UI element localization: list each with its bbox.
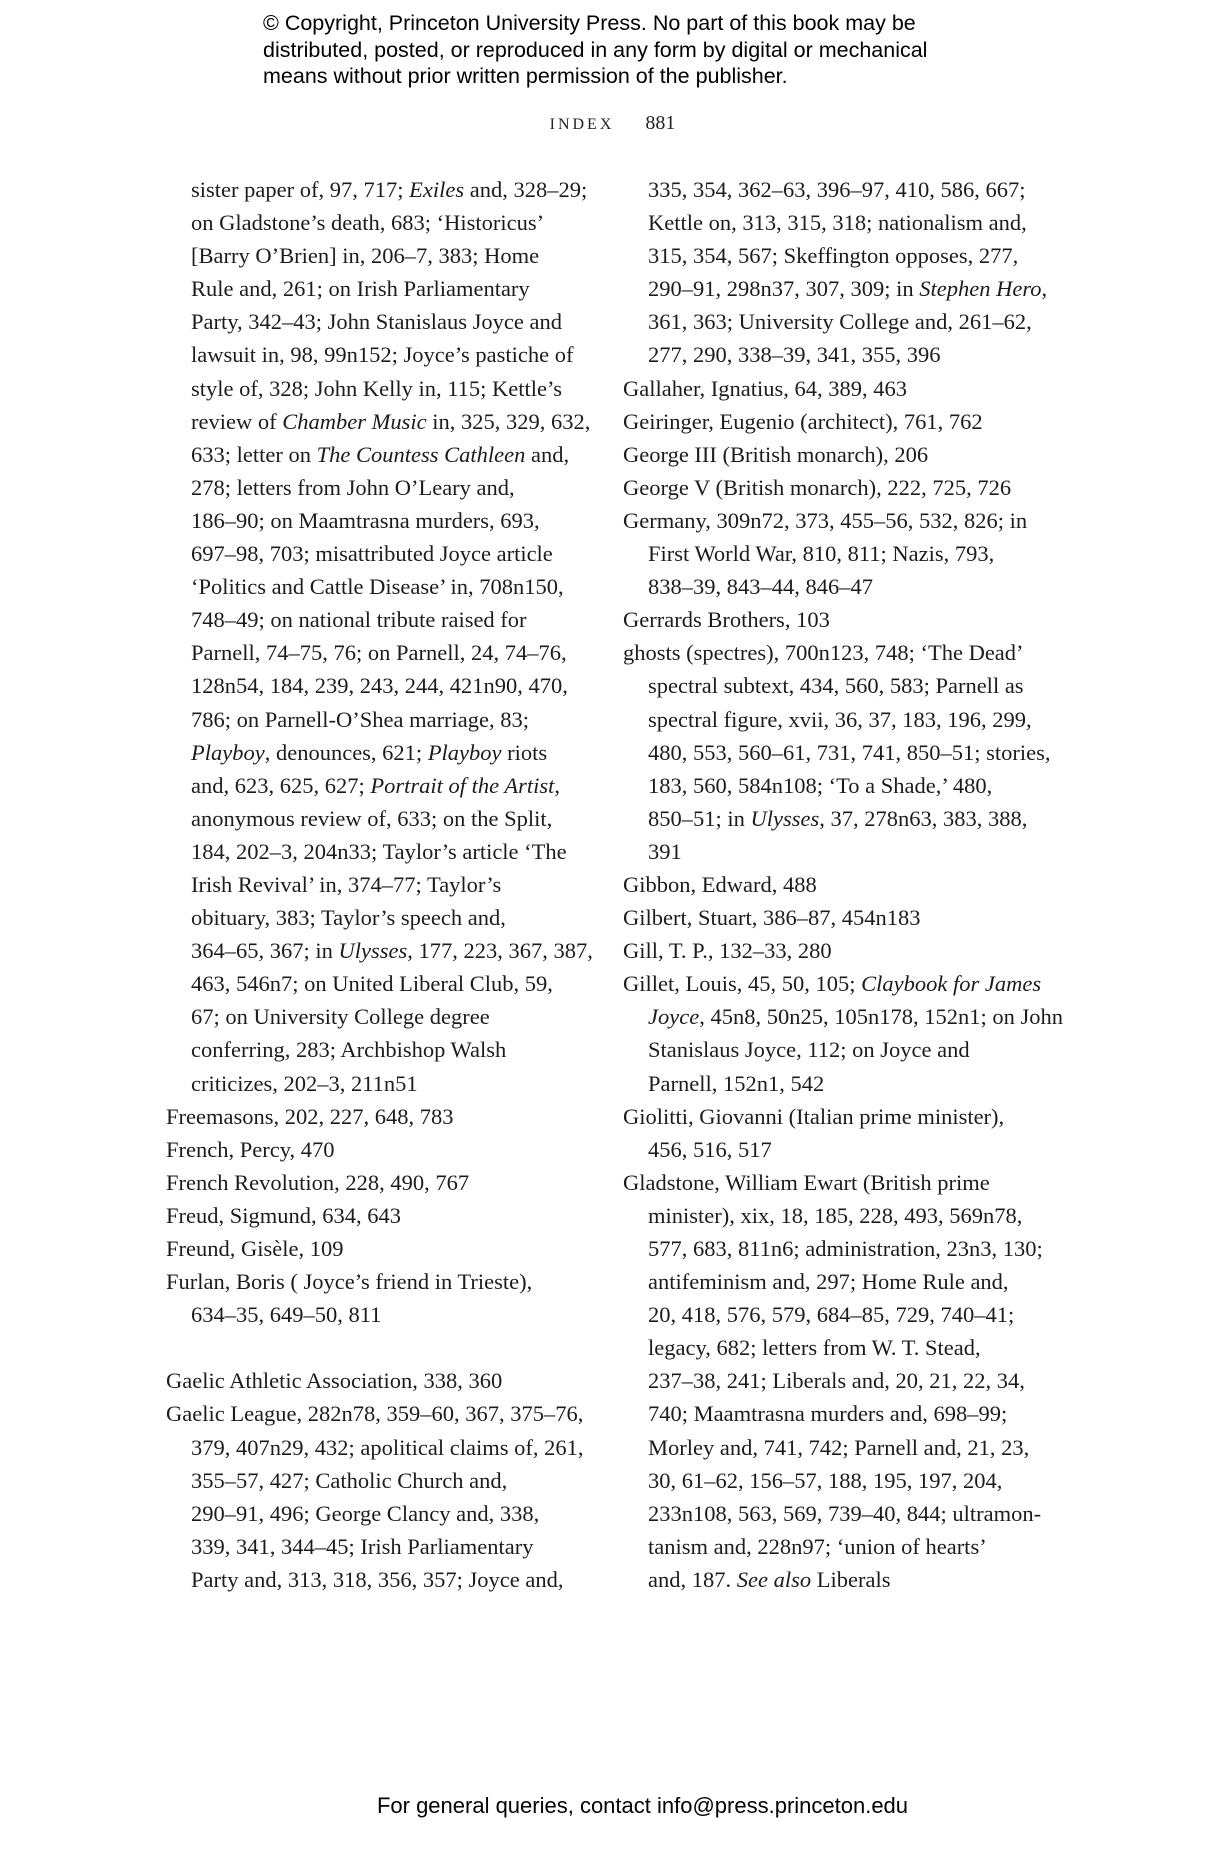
- index-italic-text: Ulysses: [750, 805, 820, 831]
- index-text: style of, 328; John Kelly in, 115; Kettle’s: [191, 375, 563, 401]
- index-line: [166, 272, 596, 305]
- index-line: [623, 570, 1053, 603]
- index-text: 355–57, 427; Catholic Church and,: [191, 1467, 508, 1493]
- index-line: [623, 736, 1053, 769]
- index-italic-text: Portrait of the Artist: [370, 772, 555, 798]
- index-text: ‘Politics and Cattle Disease’ in, 708n150,: [191, 574, 564, 600]
- index-text: 391: [648, 838, 682, 864]
- index-text: riots: [501, 739, 548, 765]
- index-text: 339, 341, 344–45; Irish Parliamentary: [191, 1533, 534, 1559]
- index-line: [623, 1431, 1053, 1464]
- index-text: 786; on Parnell-O’Shea marriage, 83;: [191, 706, 530, 732]
- index-line: [166, 769, 596, 802]
- index-line: [166, 537, 596, 570]
- index-text: Geiringer, Eugenio (architect), 761, 762: [623, 408, 983, 434]
- index-line: [166, 305, 596, 338]
- index-line: [623, 769, 1053, 802]
- index-line: [166, 1067, 596, 1100]
- index-line: [166, 338, 596, 371]
- index-line: [166, 372, 596, 405]
- index-text: 290–91, 298n37, 307, 309; in: [648, 276, 920, 302]
- index-text: ,: [1041, 276, 1048, 302]
- index-line: [166, 1431, 596, 1464]
- index-text: and,: [525, 441, 570, 467]
- index-line: [623, 1133, 1053, 1166]
- index-line: [166, 1298, 596, 1331]
- index-text: conferring, 283; Archbishop Walsh: [191, 1037, 507, 1063]
- index-line: [623, 1298, 1053, 1331]
- index-line: [166, 1464, 596, 1497]
- index-text: Parnell, 152n1, 542: [648, 1070, 825, 1096]
- page-number: 881: [645, 112, 676, 134]
- index-line: [623, 1464, 1053, 1497]
- index-italic-text: Claybook for James: [861, 971, 1042, 997]
- index-italic-text: The Countess Cathleen: [316, 441, 526, 467]
- index-text: legacy, 682; letters from W. T. Stead,: [648, 1335, 981, 1361]
- index-line: [623, 305, 1053, 338]
- running-head: [0, 112, 1225, 135]
- index-text: antifeminism and, 297; Home Rule and,: [648, 1269, 1009, 1295]
- index-line: [166, 1100, 596, 1133]
- index-line: [166, 802, 596, 835]
- index-text: Gilbert, Stuart, 386–87, 454n183: [623, 905, 921, 931]
- index-line: [623, 802, 1053, 835]
- index-text: anonymous review of, 633; on the Split,: [191, 805, 553, 831]
- index-text: 697–98, 703; misattributed Joyce article: [191, 541, 553, 567]
- index-line: [166, 669, 596, 702]
- index-column-left: [166, 173, 596, 1596]
- index-line: [623, 338, 1053, 371]
- index-text: minister), xix, 18, 185, 228, 493, 569n78,: [648, 1202, 1023, 1228]
- index-italic-text: Playboy: [427, 739, 502, 765]
- index-text: Gladstone, William Ewart (British prime: [623, 1169, 990, 1195]
- index-line: [166, 471, 596, 504]
- index-text: criticizes, 202–3, 211n51: [191, 1070, 418, 1096]
- index-line: [623, 1265, 1053, 1298]
- index-line: [166, 868, 596, 901]
- index-line: [166, 438, 596, 471]
- index-line: [623, 1067, 1053, 1100]
- index-text: ghosts (spectres), 700n123, 748; ‘The Dead’: [623, 640, 1024, 666]
- index-text: Morley and, 741, 742; Parnell and, 21, 23,: [648, 1434, 1030, 1460]
- index-text: 335, 354, 362–63, 396–97, 410, 586, 667;: [648, 177, 1026, 202]
- index-text: tanism and, 228n97; ‘union of hearts’: [648, 1533, 987, 1559]
- copyright-line: distributed, posted, or reproduced in any form by digital or mechanical: [263, 37, 928, 62]
- index-line: [166, 206, 596, 239]
- index-text: Gibbon, Edward, 488: [623, 871, 817, 897]
- index-text: lawsuit in, 98, 99n152; Joyce’s pastiche of: [191, 342, 574, 368]
- index-line: [623, 1397, 1053, 1430]
- index-text: George III (British monarch), 206: [623, 441, 929, 467]
- index-text: ,: [554, 772, 560, 798]
- index-line: [166, 1265, 596, 1298]
- index-text: Party and, 313, 318, 356, 357; Joyce and,: [191, 1566, 564, 1592]
- copyright-line: means without prior written permission of the publisher.: [263, 64, 788, 88]
- index-text: obituary, 383; Taylor’s speech and,: [191, 905, 506, 931]
- index-text: and, 328–29;: [464, 177, 588, 202]
- index-line: [166, 1133, 596, 1166]
- index-text: First World War, 810, 811; Nazis, 793,: [648, 541, 995, 567]
- index-line: [166, 1000, 596, 1033]
- footer-contact: For general queries, contact info@press.princeton.edu: [376, 1793, 909, 1818]
- index-line: [166, 1497, 596, 1530]
- index-text: [Barry O’Brien] in, 206–7, 383; Home: [191, 243, 540, 269]
- index-line: [166, 967, 596, 1000]
- index-line: [623, 1497, 1053, 1530]
- index-text: French, Percy, 470: [166, 1136, 335, 1162]
- index-text: Gerrards Brothers, 103: [623, 607, 830, 633]
- index-text: Party, 342–43; John Stanislaus Joyce and: [191, 309, 563, 335]
- index-text: Germany, 309n72, 373, 455–56, 532, 826; in: [623, 507, 1028, 533]
- index-text: Furlan, Boris ( Joyce’s friend in Trieste),: [166, 1269, 533, 1295]
- index-text: Gill, T. P., 132–33, 280: [623, 938, 832, 964]
- index-text: 361, 363; University College and, 261–62,: [648, 309, 1032, 335]
- index-text: Gaelic League, 282n78, 359–60, 367, 375–76,: [166, 1401, 584, 1427]
- index-line: [623, 868, 1053, 901]
- index-text: 379, 407n29, 432; apolitical claims of, 261,: [191, 1434, 584, 1460]
- copyright-notice: [263, 10, 1023, 90]
- index-text: 184, 202–3, 204n33; Taylor’s article ‘The: [191, 838, 567, 864]
- index-line: [623, 206, 1053, 239]
- index-line: [623, 835, 1053, 868]
- index-line: [623, 1530, 1053, 1563]
- index-line: [166, 1232, 596, 1265]
- running-head-title: INDEX: [549, 116, 615, 133]
- index-text: , 177, 223, 367, 387,: [407, 938, 593, 964]
- index-text: 577, 683, 811n6; administration, 23n3, 130;: [648, 1236, 1043, 1261]
- index-text: spectral figure, xvii, 36, 37, 183, 196, 299,: [648, 706, 1032, 732]
- copyright-line: © Copyright, Princeton University Press. No part of this book may be: [263, 11, 916, 35]
- index-text: 233n108, 563, 569, 739–40, 844; ultramon-: [648, 1500, 1042, 1526]
- index-text: 838–39, 843–44, 846–47: [648, 574, 873, 600]
- index-text: Irish Revival’ in, 374–77; Taylor’s: [191, 871, 502, 897]
- index-text: Kettle on, 313, 315, 318; nationalism and,: [648, 210, 1027, 236]
- index-text: 277, 290, 338–39, 341, 355, 396: [648, 342, 941, 368]
- index-italic-text: Exiles: [409, 177, 465, 202]
- index-text: 633; letter on: [191, 441, 317, 467]
- index-text: 290–91, 496; George Clancy and, 338,: [191, 1500, 540, 1526]
- index-text: 850–51; in: [648, 805, 751, 831]
- index-text: 480, 553, 560–61, 731, 741, 850–51; stories,: [648, 739, 1051, 765]
- index-line: [623, 1364, 1053, 1397]
- index-line: [623, 1000, 1063, 1033]
- index-text: Freud, Sigmund, 634, 643: [166, 1202, 402, 1228]
- index-line: [623, 1033, 1053, 1066]
- index-line: [166, 1033, 596, 1066]
- index-line: [166, 173, 596, 206]
- index-line: [623, 239, 1053, 272]
- index-text: George V (British monarch), 222, 725, 726: [623, 474, 1012, 500]
- index-text: spectral subtext, 434, 560, 583; Parnell as: [648, 673, 1024, 699]
- index-text: 364–65, 367; in: [191, 938, 339, 964]
- index-spacer: [166, 1331, 596, 1364]
- index-line: [166, 405, 596, 438]
- index-italic-text: Joyce: [648, 1004, 700, 1030]
- index-line: [166, 901, 596, 934]
- index-text: , 45n8, 50n25, 105n178, 152n1; on John: [699, 1004, 1063, 1030]
- index-italic-text: See also: [736, 1566, 812, 1592]
- index-text: Stanislaus Joyce, 112; on Joyce and: [648, 1037, 970, 1063]
- index-line: [166, 1364, 596, 1397]
- index-italic-text: Playboy: [191, 739, 265, 765]
- index-line: [166, 934, 596, 967]
- index-line: [166, 1563, 596, 1596]
- index-text: 128n54, 184, 239, 243, 244, 421n90, 470,: [191, 673, 568, 699]
- index-text: Gallaher, Ignatius, 64, 389, 463: [623, 375, 908, 401]
- index-line: [166, 835, 596, 868]
- index-column-right: [623, 173, 1063, 1596]
- index-line: [623, 1199, 1053, 1232]
- index-text: 186–90; on Maamtrasna murders, 693,: [191, 507, 540, 533]
- index-line: [623, 703, 1053, 736]
- index-text: Freund, Gisèle, 109: [166, 1236, 344, 1261]
- index-line: [623, 636, 1053, 669]
- index-text: , denounces, 621;: [264, 739, 428, 765]
- index-line: [623, 1232, 1053, 1265]
- index-text: Rule and, 261; on Irish Parliamentary: [191, 276, 530, 302]
- index-line: [623, 669, 1053, 702]
- index-text: review of: [191, 408, 283, 434]
- index-text: 20, 418, 576, 579, 684–85, 729, 740–41;: [648, 1302, 1015, 1328]
- index-line: [166, 239, 596, 272]
- index-line: [623, 1563, 1053, 1596]
- index-line: [166, 703, 596, 736]
- index-text: 67; on University College degree: [191, 1004, 490, 1030]
- index-line: [623, 504, 1053, 537]
- index-text: Parnell, 74–75, 76; on Parnell, 24, 74–76,: [191, 640, 567, 666]
- index-text: 278; letters from John O’Leary and,: [191, 474, 515, 500]
- index-line: [166, 504, 596, 537]
- index-line: [166, 570, 596, 603]
- index-line: [623, 372, 1053, 405]
- index-line: [623, 967, 1053, 1000]
- index-line: [623, 901, 1053, 934]
- index-line: [623, 438, 1053, 471]
- index-text: Gaelic Athletic Association, 338, 360: [166, 1368, 503, 1394]
- index-text: 463, 546n7; on United Liberal Club, 59,: [191, 971, 553, 997]
- index-line: [166, 1397, 596, 1430]
- index-text: Giolitti, Giovanni (Italian prime minister),: [623, 1103, 1005, 1129]
- index-line: [623, 272, 1053, 305]
- index-text: and, 623, 625, 627;: [191, 772, 371, 798]
- index-line: [623, 1166, 1053, 1199]
- index-text: 183, 560, 584n108; ‘To a Shade,’ 480,: [648, 772, 993, 798]
- index-line: [166, 1530, 596, 1563]
- index-italic-text: Chamber Music: [282, 408, 427, 434]
- index-text: sister paper of, 97, 717;: [191, 177, 410, 202]
- index-line: [166, 736, 596, 769]
- index-text: 456, 516, 517: [648, 1136, 772, 1162]
- index-text: and, 187.: [648, 1566, 737, 1592]
- index-italic-text: Stephen Hero: [919, 276, 1042, 302]
- index-line: [623, 1331, 1053, 1364]
- index-text: 30, 61–62, 156–57, 188, 195, 197, 204,: [648, 1467, 1003, 1493]
- index-text: 748–49; on national tribute raised for: [191, 607, 527, 633]
- index-line: [623, 471, 1053, 504]
- index-line: [623, 934, 1053, 967]
- index-line: [166, 636, 596, 669]
- index-text: Liberals: [811, 1566, 891, 1592]
- index-text: 315, 354, 567; Skeffington opposes, 277,: [648, 243, 1019, 269]
- index-line: [623, 537, 1053, 570]
- index-text: , 37, 278n63, 383, 388,: [819, 805, 1028, 831]
- index-line: [166, 603, 596, 636]
- index-line: [623, 405, 1053, 438]
- index-line: [623, 173, 1053, 206]
- index-text: French Revolution, 228, 490, 767: [166, 1169, 470, 1195]
- index-text: on Gladstone’s death, 683; ‘Historicus’: [191, 210, 545, 236]
- index-text: in, 325, 329, 632,: [426, 408, 591, 434]
- index-text: Gillet, Louis, 45, 50, 105;: [623, 971, 862, 997]
- index-line: [166, 1166, 596, 1199]
- index-italic-text: Ulysses: [338, 938, 408, 964]
- index-line: [623, 1100, 1053, 1133]
- index-text: Freemasons, 202, 227, 648, 783: [166, 1103, 454, 1129]
- index-text: 634–35, 649–50, 811: [191, 1302, 382, 1328]
- index-text: 740; Maamtrasna murders and, 698–99;: [648, 1401, 1008, 1427]
- index-line: [623, 603, 1053, 636]
- index-text: 237–38, 241; Liberals and, 20, 21, 22, 34,: [648, 1368, 1025, 1394]
- index-line: [166, 1199, 596, 1232]
